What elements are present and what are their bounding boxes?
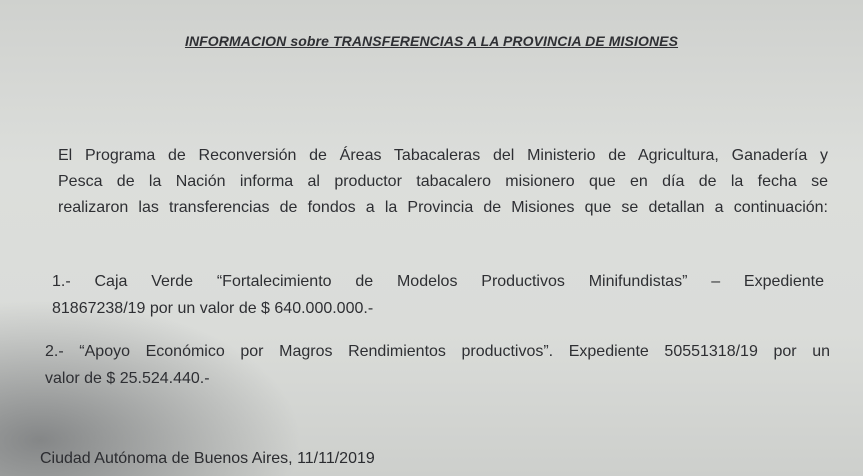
intro-line-3: realizaron las transferencias de fondos a la Provincia de Misiones que se detallan a continuación:: [58, 199, 828, 216]
transfer-item-2-line-1: 2.- “Apoyo Económico por Magros Rendimientos productivos”. Expediente 50551318/19 por un: [45, 343, 830, 360]
transfer-item-1-line-2: 81867238/19 por un valor de $ 640.000.000.-: [52, 300, 374, 317]
transfer-item-1-line-1: 1.- Caja Verde “Fortalecimiento de Modelos Productivos Minifundistas” – Expediente: [52, 273, 824, 290]
transfer-item-2-line-2: valor de $ 25.524.440.-: [45, 370, 210, 387]
transfer-item-1: [52, 268, 824, 322]
intro-line-1: El Programa de Reconversión de Áreas Tabacaleras del Ministerio de Agricultura, Ganadería y: [58, 147, 828, 164]
intro-paragraph: [58, 143, 828, 221]
transfer-item-2: [45, 338, 830, 392]
place-and-date: Ciudad Autónoma de Buenos Aires, 11/11/2019: [40, 450, 375, 467]
document-title: INFORMACION sobre TRANSFERENCIAS A LA PROVINCIA DE MISIONES: [184, 33, 679, 49]
intro-line-2: Pesca de la Nación informa al productor tabacalero misionero que en día de la fecha se: [58, 173, 828, 190]
